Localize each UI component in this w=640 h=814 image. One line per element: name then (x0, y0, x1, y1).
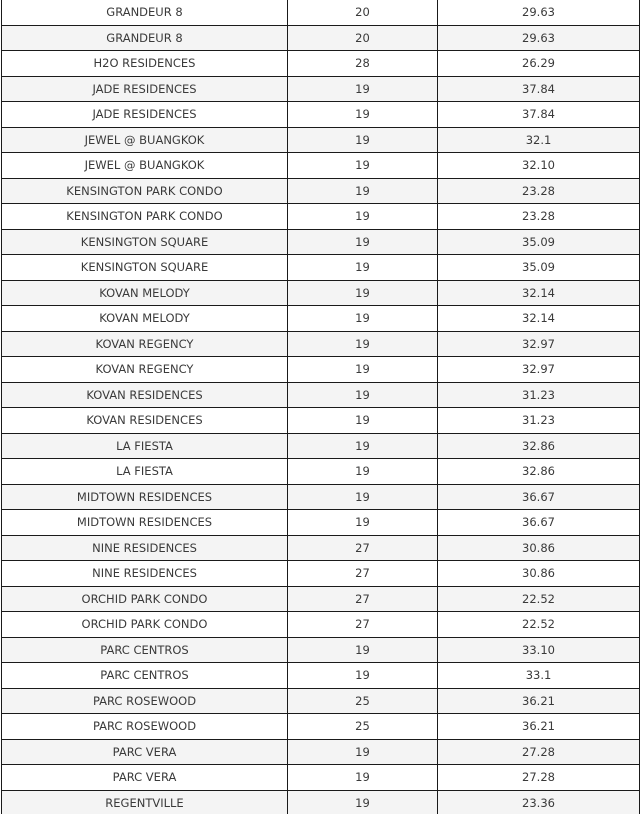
table-row (2, 484, 640, 510)
district-cell: 19 (288, 433, 438, 459)
project-name-cell: PARC CENTROS (2, 637, 288, 663)
table-row (2, 612, 640, 638)
district-cell: 27 (288, 586, 438, 612)
table-row (2, 280, 640, 306)
rental-psf-cell: 36.21 (438, 688, 640, 714)
district-cell: 19 (288, 153, 438, 179)
district-cell: 19 (288, 637, 438, 663)
table-row (2, 714, 640, 740)
rental-psf-cell: 23.36 (438, 790, 640, 814)
rental-psf-cell: 36.67 (438, 510, 640, 536)
district-cell: 19 (288, 357, 438, 383)
project-name-cell: LA FIESTA (2, 459, 288, 485)
district-cell: 25 (288, 688, 438, 714)
rental-psf-cell: 37.84 (438, 102, 640, 128)
project-name-cell: JEWEL @ BUANGKOK (2, 127, 288, 153)
table-row (2, 25, 640, 51)
table-row (2, 408, 640, 434)
rental-psf-cell: 26.29 (438, 51, 640, 77)
project-name-cell: KENSINGTON SQUARE (2, 255, 288, 281)
table-row (2, 663, 640, 689)
district-cell: 19 (288, 790, 438, 814)
district-cell: 19 (288, 76, 438, 102)
rental-psf-cell: 32.97 (438, 331, 640, 357)
district-cell: 20 (288, 25, 438, 51)
district-cell: 19 (288, 127, 438, 153)
district-cell: 27 (288, 612, 438, 638)
project-name-cell: H2O RESIDENCES (2, 51, 288, 77)
district-cell: 19 (288, 204, 438, 230)
project-name-cell: ORCHID PARK CONDO (2, 586, 288, 612)
district-cell: 19 (288, 739, 438, 765)
rental-psf-cell: 32.97 (438, 357, 640, 383)
rental-psf-cell: 35.09 (438, 229, 640, 255)
table-row (2, 790, 640, 814)
rental-psf-cell: 32.86 (438, 459, 640, 485)
project-name-cell: JADE RESIDENCES (2, 76, 288, 102)
table-row (2, 255, 640, 281)
table-row (2, 535, 640, 561)
project-name-cell: PARC CENTROS (2, 663, 288, 689)
district-cell: 19 (288, 663, 438, 689)
table-row (2, 357, 640, 383)
project-name-cell: NINE RESIDENCES (2, 561, 288, 587)
project-name-cell: GRANDEUR 8 (2, 0, 288, 25)
rental-psf-cell: 35.09 (438, 255, 640, 281)
rental-psf-cell: 31.23 (438, 408, 640, 434)
project-name-cell: PARC ROSEWOOD (2, 688, 288, 714)
district-cell: 19 (288, 484, 438, 510)
district-cell: 28 (288, 51, 438, 77)
district-cell: 25 (288, 714, 438, 740)
rental-psf-cell: 31.23 (438, 382, 640, 408)
district-cell: 19 (288, 765, 438, 791)
district-cell: 19 (288, 102, 438, 128)
project-name-cell: PARC ROSEWOOD (2, 714, 288, 740)
district-cell: 19 (288, 510, 438, 536)
table-row (2, 178, 640, 204)
district-cell: 27 (288, 561, 438, 587)
project-name-cell: PARC VERA (2, 765, 288, 791)
rental-psf-cell: 36.67 (438, 484, 640, 510)
table-row (2, 637, 640, 663)
table-row (2, 102, 640, 128)
district-cell: 19 (288, 229, 438, 255)
table-row (2, 204, 640, 230)
rental-psf-cell: 32.1 (438, 127, 640, 153)
table-row (2, 331, 640, 357)
district-cell: 19 (288, 255, 438, 281)
project-name-cell: KOVAN RESIDENCES (2, 382, 288, 408)
project-name-cell: KENSINGTON SQUARE (2, 229, 288, 255)
table-row (2, 586, 640, 612)
table-row (2, 433, 640, 459)
rental-psf-cell: 33.1 (438, 663, 640, 689)
district-cell: 27 (288, 535, 438, 561)
table-row (2, 0, 640, 25)
project-name-cell: KOVAN MELODY (2, 280, 288, 306)
rental-psf-cell: 30.86 (438, 561, 640, 587)
rental-psf-cell: 33.10 (438, 637, 640, 663)
table-row (2, 127, 640, 153)
project-name-cell: KENSINGTON PARK CONDO (2, 178, 288, 204)
project-name-cell: JADE RESIDENCES (2, 102, 288, 128)
rental-psf-cell: 32.14 (438, 306, 640, 332)
rental-psf-cell: 32.14 (438, 280, 640, 306)
rental-psf-cell: 32.86 (438, 433, 640, 459)
district-cell: 19 (288, 408, 438, 434)
district-cell: 19 (288, 280, 438, 306)
data-table (1, 0, 640, 814)
rental-psf-cell: 22.52 (438, 612, 640, 638)
project-name-cell: KOVAN RESIDENCES (2, 408, 288, 434)
rental-psf-cell: 27.28 (438, 765, 640, 791)
project-name-cell: MIDTOWN RESIDENCES (2, 484, 288, 510)
table-row (2, 306, 640, 332)
table-row (2, 510, 640, 536)
rental-psf-cell: 23.28 (438, 204, 640, 230)
rental-psf-cell: 22.52 (438, 586, 640, 612)
rental-psf-cell: 23.28 (438, 178, 640, 204)
project-name-cell: KOVAN REGENCY (2, 331, 288, 357)
rental-psf-cell: 29.63 (438, 25, 640, 51)
table-row (2, 382, 640, 408)
table-row (2, 51, 640, 77)
district-cell: 19 (288, 459, 438, 485)
district-cell: 19 (288, 331, 438, 357)
table-row (2, 459, 640, 485)
project-name-cell: KENSINGTON PARK CONDO (2, 204, 288, 230)
project-name-cell: KOVAN REGENCY (2, 357, 288, 383)
rental-psf-cell: 30.86 (438, 535, 640, 561)
district-cell: 19 (288, 306, 438, 332)
district-cell: 20 (288, 0, 438, 25)
district-cell: 19 (288, 178, 438, 204)
table-row (2, 153, 640, 179)
project-name-cell: JEWEL @ BUANGKOK (2, 153, 288, 179)
table-row (2, 561, 640, 587)
rental-psf-cell: 27.28 (438, 739, 640, 765)
rental-psf-cell: 29.63 (438, 0, 640, 25)
rental-psf-cell: 37.84 (438, 76, 640, 102)
project-name-cell: REGENTVILLE (2, 790, 288, 814)
project-name-cell: ORCHID PARK CONDO (2, 612, 288, 638)
project-name-cell: KOVAN MELODY (2, 306, 288, 332)
project-name-cell: GRANDEUR 8 (2, 25, 288, 51)
table-row (2, 688, 640, 714)
project-name-cell: MIDTOWN RESIDENCES (2, 510, 288, 536)
rental-psf-cell: 36.21 (438, 714, 640, 740)
project-name-cell: NINE RESIDENCES (2, 535, 288, 561)
table-body (2, 0, 640, 814)
table-row (2, 229, 640, 255)
table-row (2, 739, 640, 765)
table-row (2, 76, 640, 102)
table-row (2, 765, 640, 791)
project-name-cell: LA FIESTA (2, 433, 288, 459)
district-cell: 19 (288, 382, 438, 408)
project-name-cell: PARC VERA (2, 739, 288, 765)
rental-psf-cell: 32.10 (438, 153, 640, 179)
